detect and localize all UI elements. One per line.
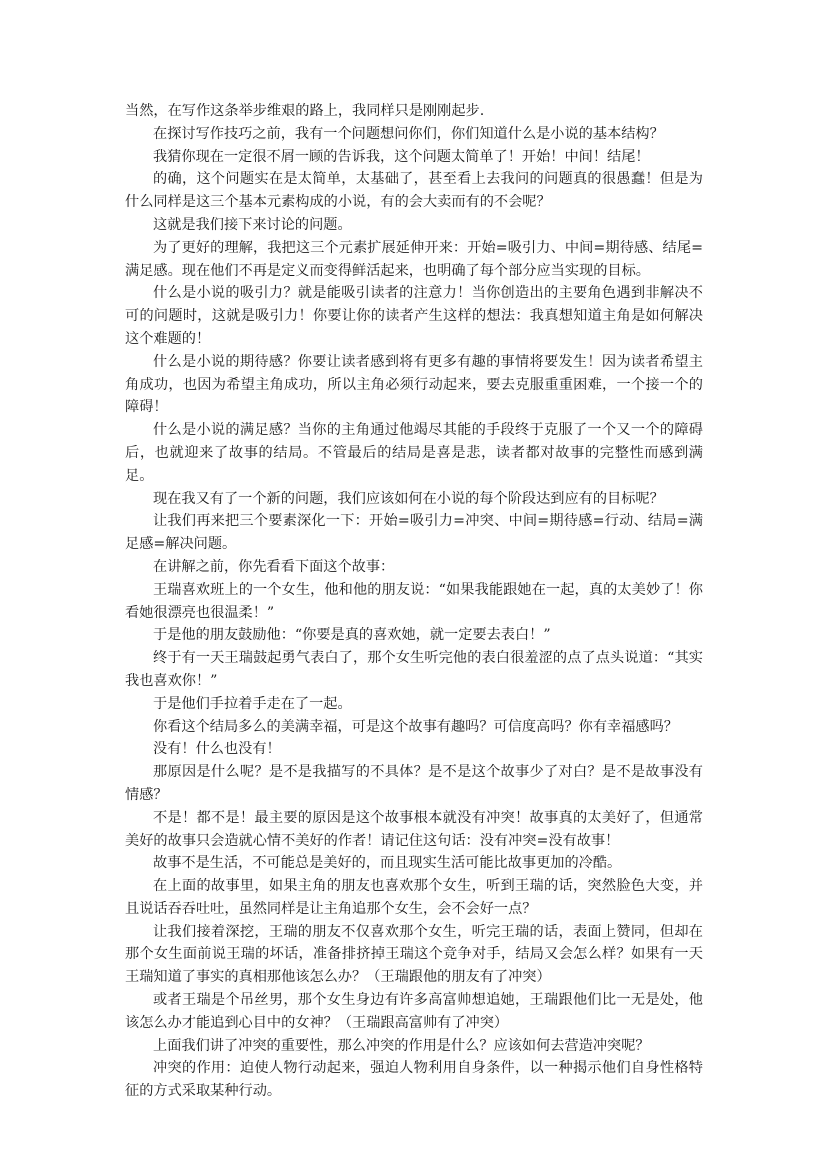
paragraph: 当然，在写作这条举步维艰的路上，我同样只是刚刚起步.: [125, 103, 485, 119]
paragraph: 在上面的故事里，如果主角的朋友也喜欢那个女生，听到王瑞的话，突然脸色大变，并且说话吞吞吐吐，虽然同样是让主角追那个女生，会不会好一点？: [125, 878, 703, 917]
paragraph: 的确，这个问题实在是太简单，太基础了，甚至看上去我问的问题真的很愚蠢！但是为什么同样是这三个基本元素构成的小说，有的会大卖而有的不会呢？: [125, 171, 703, 211]
paragraph: 这就是我们接下来讨论的问题。: [153, 216, 352, 233]
paragraph: 那原因是什么呢？是不是我描写的不具体？是不是这个故事少了对白？是不是故事没有情感？: [125, 764, 703, 803]
paragraph: 让我们接着深挖，王瑞的朋友不仅喜欢那个女生，听完王瑞的话，表面上赞同，但却在那个女生面前说王瑞的坏话，准备排挤掉王瑞这个竞争对手，结局又会怎么样？如果有一天王瑞知道了事实的真相那他该怎么办？（王瑞跟他的朋友有了冲突）: [125, 923, 703, 986]
paragraph: 冲突的作用：迫使人物行动起来，强迫人物利用自身条件，以一种揭示他们自身性格特征的方式采取某种行动。: [125, 1060, 703, 1100]
paragraph: 在讲解之前，你先看看下面这个故事：: [153, 558, 395, 575]
paragraph: 故事不是生活，不可能总是美好的，而且现实生活可能比故事更加的冷酷。: [153, 855, 622, 872]
paragraph: 什么是小说的满足感？当你的主角通过他竭尽其能的手段终于克服了一个又一个的障碍后，也就迎来了故事的结局。不管最后的结局是喜是悲，读者都对故事的完整性而感到满足。: [125, 422, 703, 484]
paragraph: 上面我们讲了冲突的重要性，那么冲突的作用是什么？应该如何去营造冲突呢？: [153, 1037, 650, 1054]
document-body: [125, 100, 703, 1103]
paragraph: 王瑞喜欢班上的一个女生，他和他的朋友说：“如果我能跟她在一起，真的太美妙了！你看她很漂亮也很温柔！”: [125, 581, 703, 621]
paragraph: 或者王瑞是个吊丝男，那个女生身边有许多高富帅想追她，王瑞跟他们比一无是处，他该怎么办才能追到心目中的女神？（王瑞跟高富帅有了冲突）: [125, 992, 703, 1031]
paragraph: 我猜你现在一定很不屑一顾的告诉我，这个问题太简单了！开始！中间！结尾！: [153, 148, 650, 165]
paragraph: 于是他们手拉着手走在了一起。: [153, 695, 352, 712]
paragraph: 什么是小说的期待感？你要让读者感到将有更多有趣的事情将要发生！因为读者希望主角成功，也因为希望主角成功，所以主角必须行动起来，要去克服重重困难，一个接一个的障碍！: [125, 353, 703, 416]
paragraph: 不是！都不是！最主要的原因是这个故事根本就没有冲突！故事真的太美好了，但通常美好的故事只会造就心情不美好的作者！请记住这句话：没有冲突=没有故事！: [125, 809, 703, 849]
paragraph: 让我们再来把三个要素深化一下：开始=吸引力=冲突、中间=期待感=行动、结局=满足感=解决问题。: [125, 513, 703, 553]
paragraph: 于是他的朋友鼓励他：“你要是真的喜欢她，就一定要去表白！”: [153, 627, 551, 644]
paragraph: 终于有一天王瑞鼓起勇气表白了，那个女生听完他的表白很羞涩的点了点头说道：“其实我也喜欢你！”: [125, 650, 703, 689]
paragraph: 什么是小说的吸引力？就是能吸引读者的注意力！当你创造出的主要角色遇到非解决不可的问题时，这就是吸引力！你要让你的读者产生这样的想法：我真想知道主角是如何解决这个难题的！: [125, 285, 703, 347]
paragraph: 你看这个结局多么的美满幸福，可是这个故事有趣吗？可信度高吗？你有幸福感吗？: [153, 718, 678, 735]
paragraph: 现在我又有了一个新的问题，我们应该如何在小说的每个阶段达到应有的目标呢？: [153, 490, 664, 507]
paragraph: 没有！什么也没有！: [153, 741, 281, 758]
paragraph: 为了更好的理解，我把这三个元素扩展延伸开来：开始=吸引力、中间=期待感、结尾=满足感。现在他们不再是定义而变得鲜活起来，也明确了每个部分应当实现的目标。: [125, 239, 703, 279]
paragraph: 在探讨写作技巧之前，我有一个问题想问你们，你们知道什么是小说的基本结构？: [153, 125, 664, 142]
